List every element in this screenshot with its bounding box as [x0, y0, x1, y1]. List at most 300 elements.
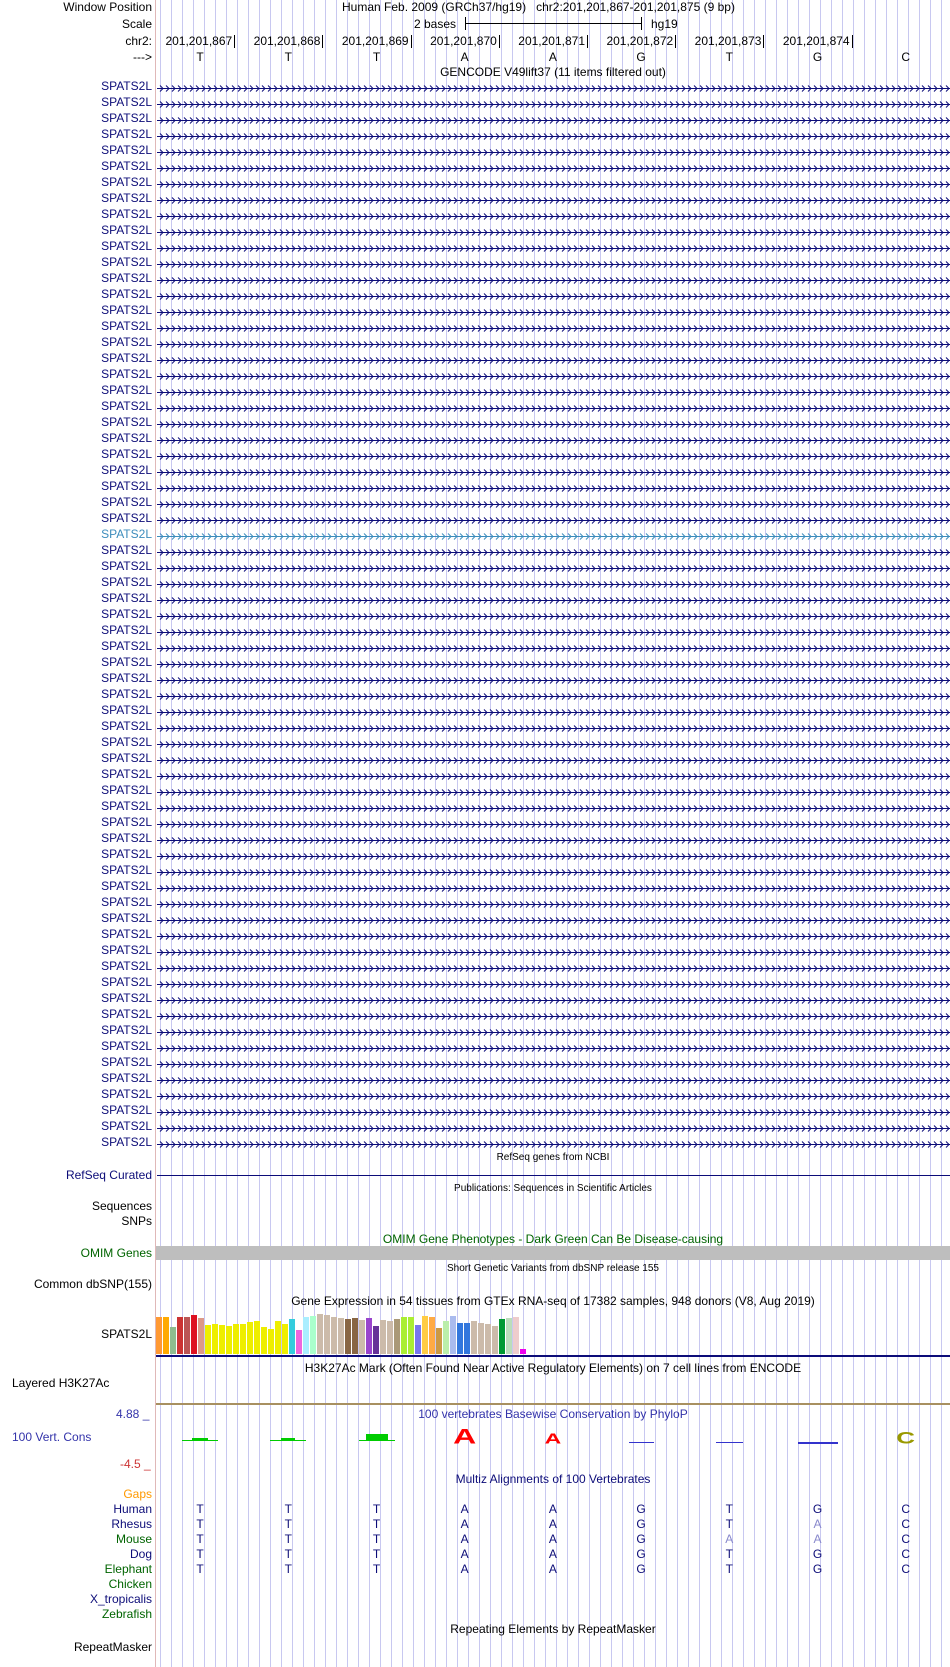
- base-letter: A: [460, 50, 469, 64]
- gencode-transcript-feature[interactable]: [157, 1058, 950, 1067]
- gencode-transcript-label[interactable]: SPATS2L: [101, 943, 152, 957]
- gtex-tissue-bar[interactable]: [156, 1317, 162, 1354]
- gencode-transcript-feature[interactable]: [157, 1106, 950, 1115]
- gencode-transcript-label[interactable]: SPATS2L: [101, 191, 152, 205]
- gencode-transcript-feature[interactable]: [157, 1090, 950, 1099]
- gencode-transcript-feature[interactable]: [157, 690, 950, 699]
- cons-bar-negative: [629, 1442, 654, 1443]
- gtex-tissue-bar[interactable]: [289, 1319, 295, 1354]
- gencode-transcript-feature[interactable]: [157, 450, 950, 459]
- gencode-transcript-label[interactable]: SPATS2L: [101, 527, 152, 541]
- gencode-transcript-label[interactable]: SPATS2L: [101, 655, 152, 669]
- gtex-tissue-bar[interactable]: [359, 1320, 365, 1354]
- gencode-transcript-label[interactable]: SPATS2L: [101, 223, 152, 237]
- multiz-base: T: [284, 1517, 292, 1531]
- refseq-track-label[interactable]: RefSeq Curated: [65, 1168, 152, 1182]
- gencode-transcript-label[interactable]: SPATS2L: [101, 335, 152, 349]
- gencode-transcript-label[interactable]: SPATS2L: [101, 175, 152, 189]
- multiz-base: T: [725, 1562, 733, 1576]
- h3k27ac-baseline: [156, 1403, 950, 1405]
- position-readout: chr2:201,201,867-201,201,875 (9 bp): [536, 0, 735, 14]
- gencode-transcript-feature[interactable]: [157, 722, 950, 731]
- multiz-base: T: [372, 1547, 381, 1561]
- gencode-transcript-feature[interactable]: [157, 194, 950, 203]
- gtex-tissue-bar[interactable]: [184, 1317, 190, 1354]
- cons-bar: [359, 1440, 395, 1441]
- gencode-transcript-feature[interactable]: [157, 114, 950, 123]
- gencode-transcript-label[interactable]: SPATS2L: [101, 591, 152, 605]
- gencode-transcript-feature[interactable]: [157, 946, 950, 955]
- multiz-base: A: [548, 1562, 557, 1576]
- gtex-tissue-bar[interactable]: [331, 1317, 337, 1354]
- gencode-transcript-label[interactable]: SPATS2L: [101, 1135, 152, 1149]
- gencode-transcript-label[interactable]: SPATS2L: [101, 287, 152, 301]
- gencode-transcript-label[interactable]: SPATS2L: [101, 703, 152, 717]
- gencode-transcript-feature[interactable]: [157, 146, 950, 155]
- gtex-tissue-bar[interactable]: [513, 1317, 519, 1354]
- gtex-tissue-bar[interactable]: [492, 1326, 498, 1354]
- gtex-tissue-bar[interactable]: [261, 1327, 267, 1354]
- multiz-base: T: [196, 1532, 204, 1546]
- gencode-transcript-label[interactable]: SPATS2L: [101, 847, 152, 861]
- gencode-transcript-label[interactable]: SPATS2L: [101, 687, 152, 701]
- gencode-transcript-feature[interactable]: [157, 466, 950, 475]
- gtex-tissue-bar[interactable]: [226, 1326, 232, 1354]
- multiz-base: T: [284, 1532, 292, 1546]
- gencode-transcript-feature[interactable]: [157, 1042, 950, 1051]
- h3k27ac-track-label[interactable]: Layered H3K27Ac: [12, 1376, 110, 1390]
- gtex-tissue-bar[interactable]: [422, 1316, 428, 1354]
- gencode-transcript-feature[interactable]: [157, 594, 950, 603]
- gencode-transcript-feature[interactable]: [157, 530, 950, 539]
- multiz-base: A: [813, 1517, 822, 1531]
- multiz-base: T: [372, 1532, 381, 1546]
- multiz-base: T: [725, 1502, 733, 1516]
- gtex-tissue-bar[interactable]: [352, 1318, 358, 1354]
- gencode-transcript-feature[interactable]: [157, 306, 950, 315]
- coord-tick: [587, 35, 588, 48]
- gencode-transcript-label[interactable]: SPATS2L: [101, 831, 152, 845]
- gencode-transcript-label[interactable]: SPATS2L: [101, 367, 152, 381]
- gtex-tissue-bar[interactable]: [457, 1323, 463, 1354]
- gencode-transcript-feature[interactable]: [157, 674, 950, 683]
- gencode-transcript-feature[interactable]: [157, 1138, 950, 1147]
- gencode-transcript-feature[interactable]: [157, 642, 950, 651]
- scale-text: 2 bases: [414, 17, 457, 31]
- gencode-transcript-label[interactable]: SPATS2L: [101, 1039, 152, 1053]
- gencode-transcript-feature[interactable]: [157, 658, 950, 667]
- gtex-tissue-bar[interactable]: [219, 1325, 225, 1354]
- gencode-transcript-label[interactable]: SPATS2L: [101, 959, 152, 973]
- base-letter: T: [196, 50, 204, 64]
- multiz-species-label[interactable]: Human: [113, 1502, 152, 1516]
- gencode-transcript-label[interactable]: SPATS2L: [101, 79, 152, 93]
- gencode-transcript-feature[interactable]: [157, 1074, 950, 1083]
- multiz-base: A: [548, 1547, 557, 1561]
- gencode-transcript-label[interactable]: SPATS2L: [101, 1103, 152, 1117]
- gencode-transcript-feature[interactable]: [157, 258, 950, 267]
- gencode-transcript-feature[interactable]: [157, 354, 950, 363]
- gtex-tissue-bar[interactable]: [401, 1317, 407, 1354]
- gtex-tissue-bar[interactable]: [282, 1324, 288, 1354]
- gtex-tissue-bar[interactable]: [387, 1321, 393, 1354]
- gencode-transcript-label[interactable]: SPATS2L: [101, 799, 152, 813]
- gencode-transcript-feature[interactable]: [157, 226, 950, 235]
- gtex-tissue-bar[interactable]: [191, 1315, 197, 1354]
- coord-label: 201,201,872: [606, 34, 674, 48]
- gencode-transcript-label[interactable]: SPATS2L: [101, 479, 152, 493]
- gtex-tissue-bar[interactable]: [247, 1322, 253, 1354]
- coord-label: 201,201,871: [518, 34, 585, 48]
- assembly-name: Human Feb. 2009 (GRCh37/hg19): [342, 0, 527, 14]
- gencode-transcript-feature[interactable]: [157, 274, 950, 283]
- gtex-track-title: Gene Expression in 54 tissues from GTEx RNA-seq of 17382 samples, 948 donors (V8, Aug 2019): [291, 1294, 815, 1308]
- gtex-tissue-bar[interactable]: [233, 1324, 239, 1354]
- multiz-track-title: Multiz Alignments of 100 Vertebrates: [455, 1472, 651, 1486]
- multiz-base: G: [812, 1502, 823, 1516]
- coord-label: 201,201,867: [165, 34, 233, 48]
- coord-label: 201,201,869: [341, 34, 409, 48]
- gencode-transcript-label[interactable]: SPATS2L: [101, 303, 152, 317]
- gencode-transcript-label[interactable]: SPATS2L: [101, 815, 152, 829]
- gencode-transcript-feature[interactable]: [157, 626, 950, 635]
- gencode-transcript-feature[interactable]: [157, 882, 950, 891]
- gtex-tissue-bar[interactable]: [205, 1325, 211, 1354]
- h3k27ac-track-title: H3K27Ac Mark (Often Found Near Active Regulatory Elements) on 7 cell lines from ENCODE: [304, 1361, 802, 1375]
- gencode-transcript-label[interactable]: SPATS2L: [101, 271, 152, 285]
- gtex-tissue-bar[interactable]: [366, 1318, 372, 1354]
- multiz-base: G: [636, 1562, 646, 1576]
- gencode-transcript-feature[interactable]: [157, 802, 950, 811]
- gencode-transcript-label[interactable]: SPATS2L: [101, 719, 152, 733]
- multiz-species-label[interactable]: Dog: [129, 1547, 152, 1561]
- multiz-species-label[interactable]: Rhesus: [111, 1517, 152, 1531]
- multiz-base: A: [460, 1517, 469, 1531]
- multiz-species-label[interactable]: X_tropicalis: [89, 1592, 152, 1606]
- coord-tick: [852, 35, 853, 48]
- multiz-species-label[interactable]: Zebrafish: [101, 1607, 152, 1621]
- multiz-base: T: [284, 1502, 292, 1516]
- gencode-transcript-feature[interactable]: [157, 770, 950, 779]
- cons-max-label: 4.88 _: [116, 1407, 150, 1421]
- scale-bar: [465, 17, 642, 31]
- coord-tick: [411, 35, 412, 48]
- gencode-transcript-label[interactable]: SPATS2L: [101, 927, 152, 941]
- gencode-transcript-feature[interactable]: [157, 242, 950, 251]
- gtex-tissue-bar[interactable]: [429, 1317, 435, 1354]
- gencode-transcript-feature[interactable]: [157, 482, 950, 491]
- gencode-transcript-label[interactable]: SPATS2L: [101, 95, 152, 109]
- gtex-tissue-bar[interactable]: [485, 1324, 491, 1354]
- multiz-base: A: [725, 1532, 734, 1546]
- multiz-base: A: [460, 1532, 469, 1546]
- multiz-base: A: [813, 1532, 822, 1546]
- gencode-transcript-label[interactable]: SPATS2L: [101, 879, 152, 893]
- gencode-transcript-feature[interactable]: [157, 514, 950, 523]
- gtex-tissue-bar[interactable]: [212, 1324, 218, 1354]
- gencode-transcript-label[interactable]: SPATS2L: [101, 863, 152, 877]
- dbsnp-track-title: Short Genetic Variants from dbSNP release 155: [447, 1263, 659, 1274]
- gencode-transcript-feature[interactable]: [157, 834, 950, 843]
- coord-tick: [322, 35, 323, 48]
- gtex-tissue-bar[interactable]: [471, 1321, 477, 1354]
- gtex-tissue-bar[interactable]: [506, 1318, 512, 1354]
- gencode-transcript-feature[interactable]: [157, 786, 950, 795]
- gencode-transcript-label[interactable]: SPATS2L: [101, 1055, 152, 1069]
- multiz-base: T: [196, 1562, 204, 1576]
- gtex-tissue-bar[interactable]: [310, 1316, 316, 1354]
- gencode-transcript-feature[interactable]: [157, 866, 950, 875]
- coord-tick: [234, 35, 235, 48]
- gencode-transcript-label[interactable]: SPATS2L: [101, 511, 152, 525]
- gtex-tissue-bar[interactable]: [464, 1323, 470, 1354]
- gtex-tissue-bar[interactable]: [296, 1330, 302, 1354]
- gencode-transcript-label[interactable]: SPATS2L: [101, 895, 152, 909]
- multiz-base: T: [725, 1547, 733, 1561]
- base-letter: C: [901, 50, 911, 64]
- gencode-transcript-label[interactable]: SPATS2L: [101, 239, 152, 253]
- gencode-transcript-feature[interactable]: [157, 610, 950, 619]
- gencode-transcript-label[interactable]: SPATS2L: [101, 111, 152, 125]
- coord-label: 201,201,870: [430, 34, 497, 48]
- base-letter: T: [725, 50, 733, 64]
- gencode-transcript-label[interactable]: SPATS2L: [101, 1119, 152, 1133]
- cons-base-glyph: C: [896, 1427, 916, 1448]
- gtex-tissue-bar[interactable]: [373, 1326, 379, 1354]
- gencode-transcript-feature[interactable]: [157, 322, 950, 331]
- coord-tick: [675, 35, 676, 48]
- gencode-transcript-label[interactable]: SPATS2L: [101, 319, 152, 333]
- gtex-tissue-bar[interactable]: [303, 1317, 309, 1354]
- gencode-transcript-feature[interactable]: [157, 402, 950, 411]
- gtex-tissue-bar[interactable]: [450, 1316, 456, 1354]
- gencode-transcript-feature[interactable]: [157, 738, 950, 747]
- gencode-transcript-feature[interactable]: [157, 418, 950, 427]
- gtex-tissue-bar[interactable]: [163, 1317, 169, 1354]
- gencode-transcript-feature[interactable]: [157, 850, 950, 859]
- assembly-title: [342, 0, 735, 14]
- gencode-transcript-label[interactable]: SPATS2L: [101, 607, 152, 621]
- omim-track-label[interactable]: OMIM Genes: [80, 1246, 152, 1260]
- multiz-base: C: [901, 1562, 911, 1576]
- scale-db: hg19: [651, 17, 678, 31]
- gencode-transcript-feature[interactable]: [157, 178, 950, 187]
- gencode-transcript-label[interactable]: SPATS2L: [101, 415, 152, 429]
- multiz-base: A: [548, 1517, 557, 1531]
- gencode-transcript-label[interactable]: SPATS2L: [101, 207, 152, 221]
- gtex-track-label[interactable]: SPATS2L: [101, 1327, 152, 1341]
- gencode-transcript-feature[interactable]: [157, 994, 950, 1003]
- gencode-transcript-label[interactable]: SPATS2L: [101, 975, 152, 989]
- gencode-transcript-label[interactable]: SPATS2L: [101, 783, 152, 797]
- chrom-label: chr2:: [125, 34, 152, 48]
- multiz-base: G: [636, 1532, 646, 1546]
- gencode-transcript-label[interactable]: SPATS2L: [101, 447, 152, 461]
- gencode-transcript-label[interactable]: SPATS2L: [101, 351, 152, 365]
- multiz-base: C: [901, 1517, 911, 1531]
- gtex-tissue-bar[interactable]: [478, 1323, 484, 1354]
- cons-base-glyph: A: [453, 1425, 477, 1449]
- gencode-transcript-feature[interactable]: [157, 818, 950, 827]
- gencode-transcript-feature[interactable]: [157, 706, 950, 715]
- multiz-base: A: [548, 1532, 557, 1546]
- multiz-base: T: [372, 1517, 381, 1531]
- gencode-transcript-feature[interactable]: [157, 130, 950, 139]
- gencode-transcript-feature[interactable]: [157, 898, 950, 907]
- base-letter: G: [636, 50, 646, 64]
- base-letter: T: [284, 50, 292, 64]
- gtex-tissue-bar[interactable]: [408, 1317, 414, 1354]
- window-position-label: Window Position: [63, 0, 152, 14]
- dbsnp-track-label[interactable]: Common dbSNP(155): [33, 1277, 152, 1291]
- gencode-transcript-feature[interactable]: [157, 386, 950, 395]
- multiz-species-label[interactable]: Mouse: [115, 1532, 152, 1546]
- multiz-base: G: [812, 1547, 823, 1561]
- cons-bar-negative: [798, 1442, 838, 1444]
- gtex-tissue-bar[interactable]: [380, 1320, 386, 1354]
- gencode-transcript-feature[interactable]: [157, 1010, 950, 1019]
- gencode-transcript-feature[interactable]: [157, 546, 950, 555]
- multiz-base: G: [636, 1517, 646, 1531]
- base-letter: A: [548, 50, 557, 64]
- gencode-transcript-feature[interactable]: [157, 1122, 950, 1131]
- gencode-transcript-feature[interactable]: [157, 82, 950, 91]
- gencode-transcript-label[interactable]: SPATS2L: [101, 1023, 152, 1037]
- coord-tick: [763, 35, 764, 48]
- multiz-base: A: [460, 1547, 469, 1561]
- gencode-transcript-label[interactable]: SPATS2L: [101, 559, 152, 573]
- gencode-transcript-label[interactable]: SPATS2L: [101, 543, 152, 557]
- multiz-base: C: [901, 1502, 911, 1516]
- gencode-transcript-feature[interactable]: [157, 578, 950, 587]
- gencode-transcript-label[interactable]: SPATS2L: [101, 767, 152, 781]
- gencode-transcript-label[interactable]: SPATS2L: [101, 639, 152, 653]
- gtex-tissue-bar[interactable]: [198, 1318, 204, 1354]
- gencode-transcript-label[interactable]: SPATS2L: [101, 735, 152, 749]
- multiz-species-label[interactable]: Chicken: [108, 1577, 152, 1591]
- multiz-base: T: [284, 1547, 292, 1561]
- gencode-transcript-label[interactable]: SPATS2L: [101, 255, 152, 269]
- multiz-base: T: [196, 1517, 204, 1531]
- gencode-transcript-label[interactable]: SPATS2L: [101, 431, 152, 445]
- gencode-transcript-feature[interactable]: [157, 290, 950, 299]
- gtex-tissue-bar[interactable]: [268, 1329, 274, 1354]
- multiz-base: A: [460, 1502, 469, 1516]
- gtex-tissue-bar[interactable]: [345, 1319, 351, 1354]
- cons-base-glyph: A: [544, 1429, 562, 1447]
- multiz-base: C: [901, 1547, 911, 1561]
- cons-track-title: 100 vertebrates Basewise Conservation by PhyloP: [418, 1407, 688, 1421]
- multiz-species-label[interactable]: Elephant: [104, 1562, 152, 1576]
- gencode-transcript-label[interactable]: SPATS2L: [101, 1071, 152, 1085]
- gtex-tissue-bar[interactable]: [394, 1319, 400, 1354]
- coord-label: 201,201,873: [694, 34, 762, 48]
- gencode-transcript-feature[interactable]: [157, 434, 950, 443]
- gencode-transcript-label[interactable]: SPATS2L: [101, 575, 152, 589]
- gencode-transcript-label[interactable]: SPATS2L: [101, 1087, 152, 1101]
- gtex-tissue-bar[interactable]: [317, 1314, 323, 1354]
- gencode-transcript-label[interactable]: SPATS2L: [101, 127, 152, 141]
- pubs-snps-label[interactable]: SNPs: [121, 1214, 152, 1228]
- gencode-transcript-feature[interactable]: [157, 978, 950, 987]
- scale-label: Scale: [121, 17, 152, 31]
- repeatmasker-track-label[interactable]: RepeatMasker: [73, 1640, 152, 1654]
- gtex-tissue-bar[interactable]: [499, 1319, 505, 1354]
- gencode-transcript-label[interactable]: SPATS2L: [101, 463, 152, 477]
- gtex-tissue-bar[interactable]: [443, 1321, 449, 1354]
- gencode-transcript-label[interactable]: SPATS2L: [101, 383, 152, 397]
- cons-bar-mark: [281, 1438, 295, 1441]
- gencode-transcript-label[interactable]: SPATS2L: [101, 671, 152, 685]
- gtex-tissue-bar[interactable]: [170, 1327, 176, 1354]
- gencode-transcript-feature[interactable]: [157, 930, 950, 939]
- cons-bar-negative: [716, 1442, 744, 1443]
- gencode-transcript-label[interactable]: SPATS2L: [101, 623, 152, 637]
- gencode-transcript-feature[interactable]: [157, 370, 950, 379]
- gtex-tissue-bar[interactable]: [177, 1317, 183, 1354]
- gencode-transcript-label[interactable]: SPATS2L: [101, 495, 152, 509]
- multiz-base: A: [548, 1502, 557, 1516]
- refseq-gene-line[interactable]: [157, 1175, 950, 1176]
- coord-tick: [499, 35, 500, 48]
- base-letter: G: [812, 50, 823, 64]
- gencode-transcript-label[interactable]: SPATS2L: [101, 399, 152, 413]
- gencode-transcript-label[interactable]: SPATS2L: [101, 159, 152, 173]
- multiz-base: G: [636, 1547, 646, 1561]
- gencode-transcript-feature[interactable]: [157, 498, 950, 507]
- gencode-transcript-label[interactable]: SPATS2L: [101, 143, 152, 157]
- gencode-transcript-feature[interactable]: [157, 338, 950, 347]
- gencode-transcript-feature[interactable]: [157, 1026, 950, 1035]
- cons-bar-mark: [366, 1434, 388, 1440]
- gencode-transcript-feature[interactable]: [157, 754, 950, 763]
- gtex-tissue-bar[interactable]: [436, 1328, 442, 1354]
- gencode-transcript-label[interactable]: SPATS2L: [101, 911, 152, 925]
- gencode-transcript-feature[interactable]: [157, 962, 950, 971]
- cons-bar-mark: [192, 1438, 208, 1441]
- pubs-track-title: Publications: Sequences in Scientific Articles: [454, 1183, 652, 1194]
- multiz-base: T: [196, 1502, 204, 1516]
- omim-feature-bar[interactable]: [156, 1246, 950, 1260]
- gtex-tissue-bar[interactable]: [520, 1349, 526, 1354]
- gtex-tissue-bar[interactable]: [254, 1321, 260, 1354]
- multiz-base: G: [812, 1562, 823, 1576]
- gtex-tissue-bar[interactable]: [275, 1321, 281, 1354]
- gencode-transcript-feature[interactable]: [157, 914, 950, 923]
- multiz-base: T: [372, 1562, 381, 1576]
- gencode-transcript-feature[interactable]: [157, 162, 950, 171]
- coord-label: 201,201,874: [782, 34, 850, 48]
- gencode-transcript-feature[interactable]: [157, 210, 950, 219]
- gencode-transcript-label[interactable]: SPATS2L: [101, 751, 152, 765]
- gtex-tissue-bar[interactable]: [415, 1325, 421, 1354]
- pubs-sequences-label[interactable]: Sequences: [91, 1199, 152, 1213]
- gtex-tissue-bar[interactable]: [324, 1315, 330, 1354]
- gencode-transcript-label[interactable]: SPATS2L: [101, 991, 152, 1005]
- strand-label: --->: [133, 50, 152, 64]
- cons-track-label[interactable]: 100 Vert. Cons: [12, 1430, 92, 1444]
- gtex-tissue-bar[interactable]: [240, 1324, 246, 1354]
- gtex-bottom-line: [156, 1355, 950, 1357]
- gtex-tissue-bar[interactable]: [338, 1318, 344, 1354]
- multiz-base: T: [725, 1517, 733, 1531]
- base-letter: T: [372, 50, 381, 64]
- repeatmasker-track-title: Repeating Elements by RepeatMasker: [450, 1622, 656, 1636]
- gencode-transcript-feature[interactable]: [157, 98, 950, 107]
- gencode-transcript-label[interactable]: SPATS2L: [101, 1007, 152, 1021]
- gencode-transcript-feature[interactable]: [157, 562, 950, 571]
- multiz-base: T: [372, 1502, 381, 1516]
